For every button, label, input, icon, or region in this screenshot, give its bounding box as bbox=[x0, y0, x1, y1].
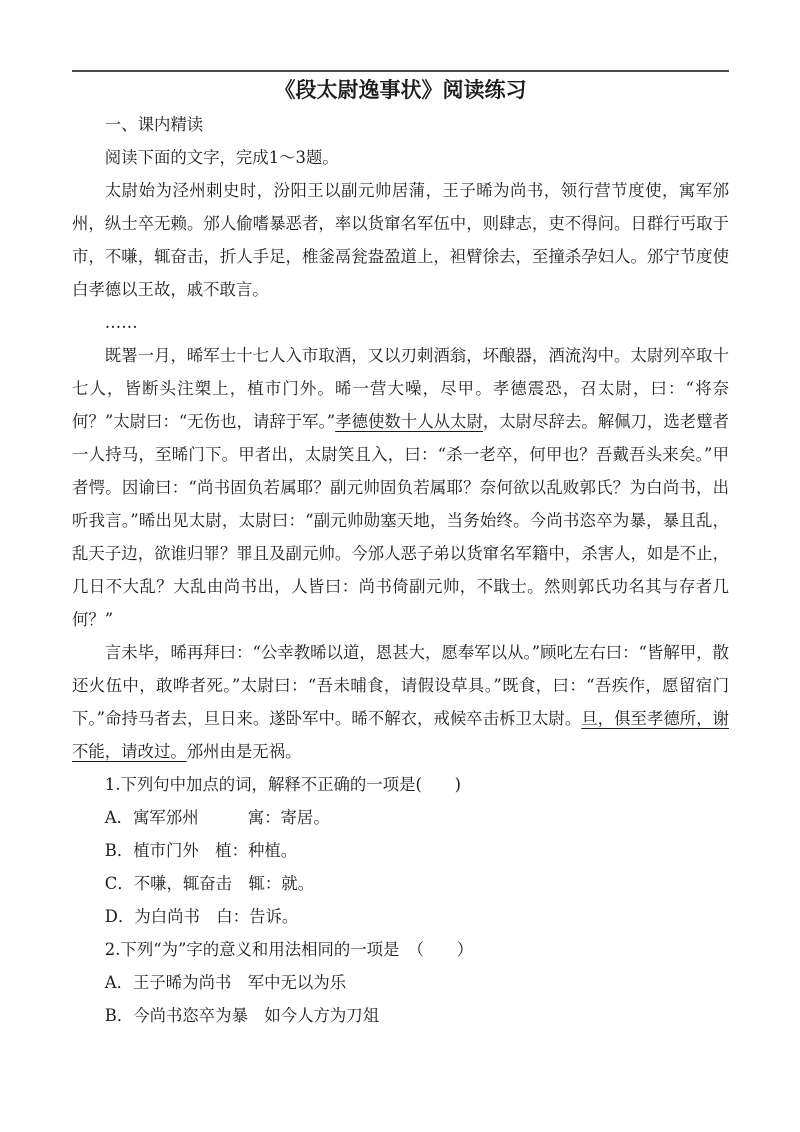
passage-ellipsis bbox=[72, 306, 729, 339]
passage-paragraph-2 bbox=[72, 339, 729, 636]
question-1-option-d: D．为白尚书 白：告诉。 bbox=[104, 907, 299, 926]
question-2-option-b: B．今尚书恣卒为暴 如今人方为刀俎 bbox=[104, 1006, 380, 1025]
passage-text: 既署一月，晞军士十七人入市取酒，又以刃刺酒翁，坏酿器，酒流沟中。太尉列卒取十七人，皆断头注槊上，植市门外。晞一营大噪，尽甲。孝德震恐，召太尉，曰：“将奈何？”太尉曰：“无伤也，请辞于军。” bbox=[72, 346, 729, 431]
question-1-option-b: B．植市门外 植：种植。 bbox=[104, 841, 298, 860]
passage-text: 言未毕，晞再拜曰：“公幸教晞以道，恩甚大，愿奉军以从。”顾叱左右曰：“皆解甲，散还火伍中，敢哗者死。”太尉曰：“吾未晡食，请假设草具。”既食，曰：“吾疾作，愿留宿门下。”命持马者去，旦日来。遂卧军中。晞不解衣，戒候卒击柝卫太尉。 bbox=[72, 643, 729, 728]
question-1-option-a: A．寓军邠州 寓：寄居。 bbox=[104, 808, 330, 827]
section-heading: 一、课内精读 bbox=[104, 115, 204, 134]
question-1-option-c: C．不嗛，辄奋击 辄：就。 bbox=[104, 874, 315, 893]
passage-text: 太尉始为泾州刺史时，汾阳王以副元帅居蒲，王子晞为尚书，领行营节度使，寓军邠州，纵士卒无赖。邠人偷嗜暴恶者，率以货窜名军伍中，则肆志，吏不得问。日群行丐取于市，不嗛，辄奋击，折人手足，椎釜鬲瓮盎盈道上，袒臂徐去，至撞杀孕妇人。邠宁节度使白孝德以王故，戚不敢言。 bbox=[72, 181, 729, 299]
question-1-stem: 1.下列句中加点的词，解释不正确的一项是( ) bbox=[104, 775, 462, 794]
underlined-text: 旦，俱至孝德所，谢不能，请改过。 bbox=[72, 709, 730, 761]
underlined-text: 孝德使数十人从太尉 bbox=[335, 412, 483, 431]
document-content bbox=[72, 72, 729, 1032]
question-2-option-a: A．王子晞为尚书 军中无以为乐 bbox=[104, 973, 347, 992]
question-2-stem: 2.下列“为”字的意义和用法相同的一项是 （ ） bbox=[104, 940, 474, 959]
page-title: 《段太尉逸事状》阅读练习 bbox=[274, 77, 527, 102]
passage-paragraph-3 bbox=[72, 636, 729, 768]
passage-text: 邠州由是无祸。 bbox=[186, 742, 302, 761]
passage-paragraph-1 bbox=[72, 174, 729, 306]
instruction-line: 阅读下面的文字，完成1～3题。 bbox=[104, 148, 339, 167]
passage-text: ，太尉尽辞去。解佩刀，选老躄者一人持马，至晞门下。甲者出，太尉笑且入，曰：“杀一老卒，何甲也？吾戴吾头来矣。”甲者愕。因谕曰：“尚书固负若属耶？副元帅固负若属耶？奈何欲以乱败郭氏？为白尚书，出听我言。”晞出见太尉，太尉曰：“副元帅勋塞天地，当务始终。今尚书恣卒为暴，暴且乱，乱天子边，欲谁归罪？罪且及副元帅。今邠人恶子弟以货窜名军籍中，杀害人，如是不止，几日不大乱？大乱由尚书出，人皆曰：尚书倚副元帅，不戢士。然则郭氏功名其与存者几何？” bbox=[72, 412, 730, 629]
passage-text: …… bbox=[104, 313, 138, 332]
